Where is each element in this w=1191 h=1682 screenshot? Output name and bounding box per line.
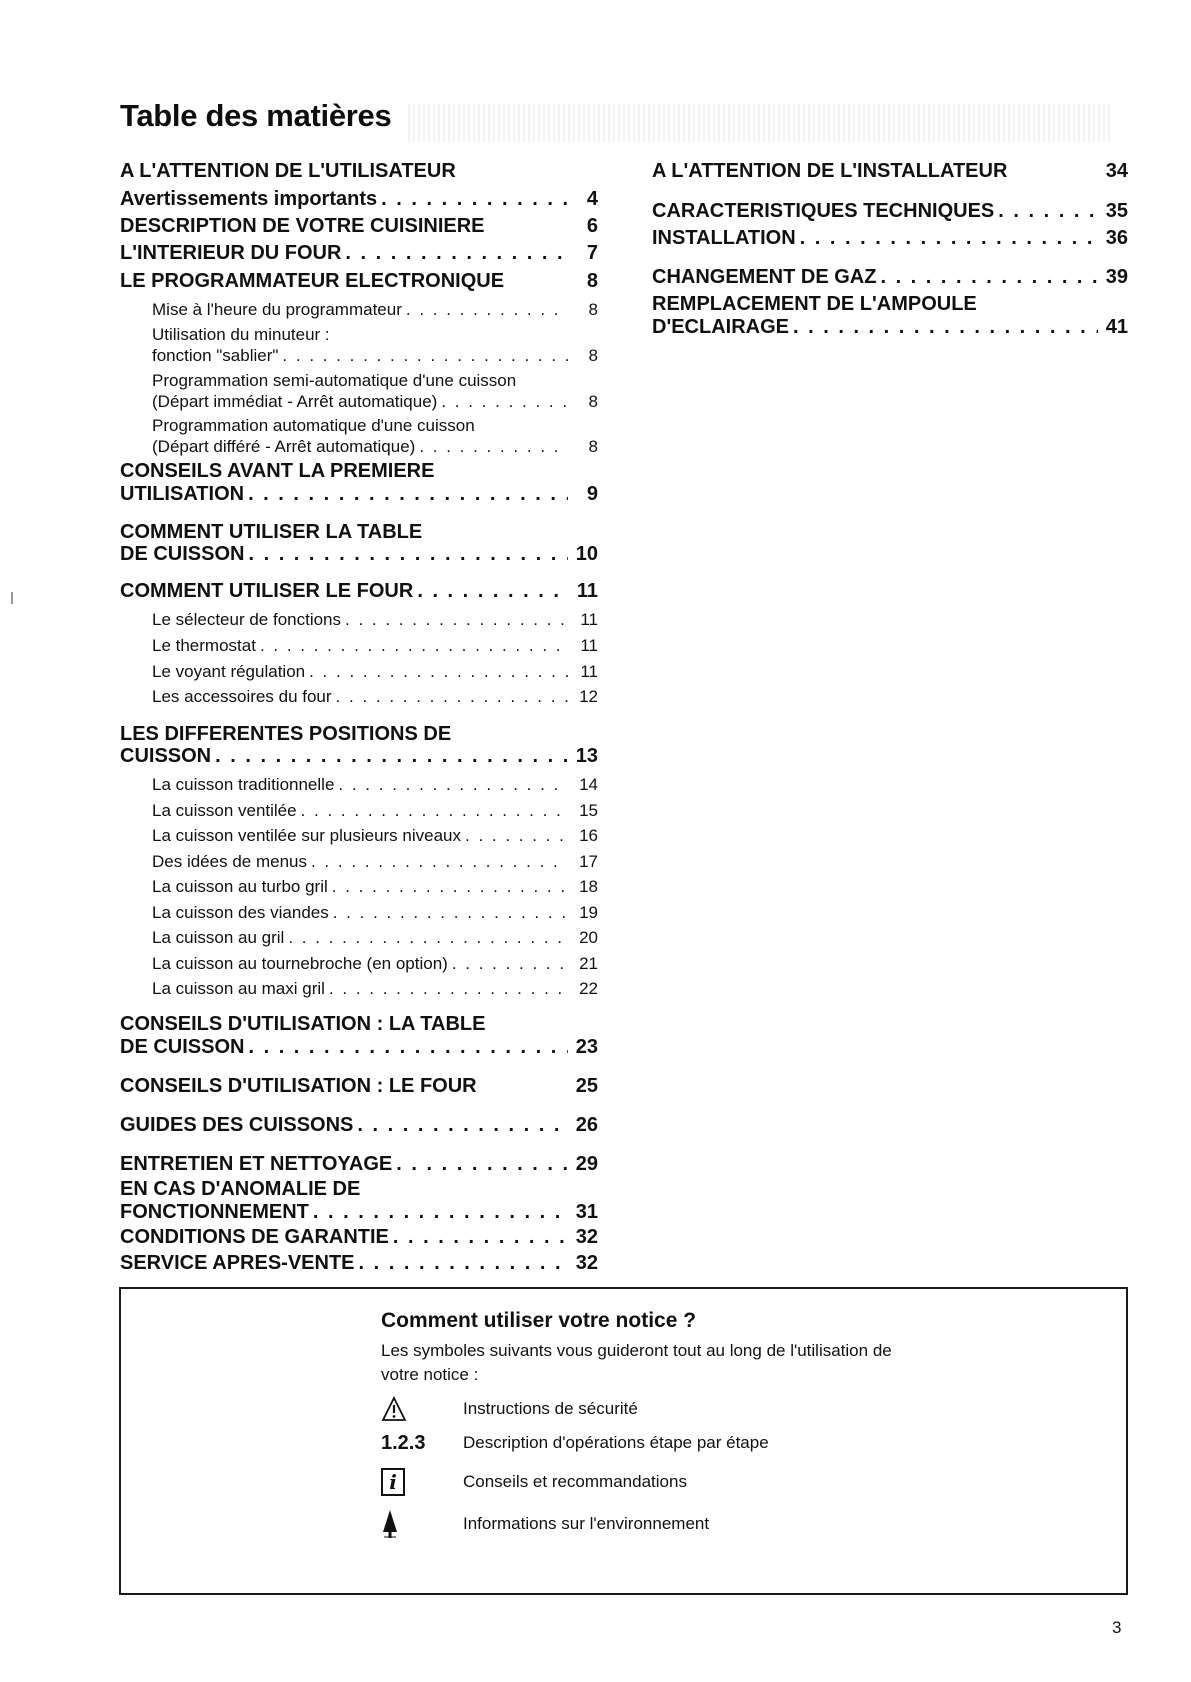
toc-label: (Départ différé - Arrêt automatique) [152, 437, 416, 456]
toc-entry[interactable] [120, 745, 598, 768]
toc-page: 32 [575, 1226, 598, 1248]
toc-subentry[interactable] [152, 392, 598, 412]
toc-page: 15 [579, 801, 598, 820]
toc-entry[interactable] [652, 266, 1128, 289]
toc-heading-line: CONSEILS AVANT LA PREMIERE [120, 460, 435, 482]
toc-page: 4 [586, 188, 598, 210]
toc-subentry[interactable] [152, 300, 598, 320]
toc-label: Mise à l'heure du programmateur [152, 300, 402, 319]
toc-subentry[interactable] [152, 687, 598, 707]
toc-page: 8 [588, 346, 598, 365]
toc-page: 29 [575, 1153, 598, 1175]
toc-leader [301, 801, 568, 821]
toc-subentry[interactable] [152, 775, 598, 795]
toc-subentry[interactable] [152, 877, 598, 897]
toc-page: 21 [579, 954, 598, 973]
toc-leader [359, 1252, 568, 1275]
toc-subentry[interactable] [152, 801, 598, 821]
toc-leader [311, 852, 568, 872]
toc-heading-line: LES DIFFERENTES POSITIONS DE [120, 723, 452, 745]
toc-leader [417, 580, 568, 603]
toc-heading-line: COMMENT UTILISER LA TABLE [120, 521, 423, 543]
toc-leader [441, 392, 568, 412]
title-texture [408, 104, 1113, 142]
toc-label: Le thermostat [152, 636, 256, 655]
symbol-row [381, 1509, 709, 1539]
toc-label: LE PROGRAMMATEUR ELECTRONIQUE [120, 270, 505, 292]
symbol-label: Informations sur l'environnement [463, 1514, 710, 1533]
margin-mark [11, 592, 13, 604]
toc-entry[interactable] [120, 1114, 598, 1137]
toc-page: 41 [1105, 316, 1128, 338]
toc-page: 14 [579, 775, 598, 794]
toc-label: DE CUISSON [120, 1036, 245, 1058]
toc-leader [406, 300, 568, 320]
toc-entry[interactable] [120, 580, 598, 603]
toc-label: La cuisson au turbo gril [152, 877, 328, 896]
toc-entry[interactable] [652, 227, 1128, 250]
toc-subentry[interactable] [152, 437, 598, 457]
toc-label: Avertissements importants [120, 188, 378, 210]
toc-entry[interactable] [120, 543, 598, 566]
toc-subentry[interactable] [152, 826, 598, 846]
toc-label: La cuisson au tournebroche (en option) [152, 954, 448, 973]
toc-entry[interactable] [120, 483, 598, 506]
toc-leader [288, 928, 568, 948]
toc-subentry[interactable] [152, 852, 598, 872]
toc-label: A L'ATTENTION DE L'INSTALLATEUR [652, 160, 1008, 182]
toc-leader [248, 1036, 568, 1059]
toc-entry[interactable] [652, 200, 1128, 223]
symbol-label: Instructions de sécurité [463, 1399, 638, 1418]
toc-entry[interactable] [120, 1153, 598, 1176]
toc-leader [998, 200, 1098, 223]
toc-page: 7 [586, 242, 598, 264]
toc-page: 26 [575, 1114, 598, 1136]
toc-page: 32 [575, 1252, 598, 1274]
toc-label: CONSEILS D'UTILISATION : LE FOUR [120, 1075, 477, 1097]
toc-leader [338, 775, 568, 795]
toc-leader [248, 483, 568, 506]
toc-leader [393, 1226, 568, 1249]
toc-label: CONDITIONS DE GARANTIE [120, 1226, 389, 1248]
toc-label: INSTALLATION [652, 227, 796, 249]
toc-label: SERVICE APRES-VENTE [120, 1252, 355, 1274]
toc-label: fonction "sablier" [152, 346, 279, 365]
toc-page: 20 [579, 928, 598, 947]
toc-leader [357, 1114, 568, 1137]
symbol-row [381, 1428, 769, 1458]
toc-subentry[interactable] [152, 662, 598, 682]
toc-page: 11 [580, 610, 598, 629]
toc-label: D'ECLAIRAGE [652, 316, 789, 338]
toc-label: Les accessoires du four [152, 687, 332, 706]
toc-label: CHANGEMENT DE GAZ [652, 266, 877, 288]
toc-page: 11 [580, 662, 598, 681]
toc-leader [248, 543, 568, 566]
toc-page: 17 [579, 852, 598, 871]
toc-entry[interactable] [120, 1075, 598, 1098]
toc-page: 35 [1105, 200, 1128, 222]
toc-label: La cuisson des viandes [152, 903, 329, 922]
toc-leader [345, 242, 568, 265]
toc-page: 34 [1105, 160, 1128, 182]
toc-label: CARACTERISTIQUES TECHNIQUES [652, 200, 995, 222]
symbol-row [381, 1467, 687, 1497]
toc-page: 36 [1105, 227, 1128, 249]
toc-label: La cuisson ventilée sur plusieurs niveaux [152, 826, 462, 845]
toc-heading-utilisateur: A L'ATTENTION DE L'UTILISATEUR [120, 160, 456, 182]
page-title: Table des matières [120, 98, 392, 133]
toc-page: 11 [576, 580, 598, 602]
toc-entry[interactable] [120, 270, 598, 293]
toc-page: 8 [588, 300, 598, 319]
toc-subentry-line: Programmation semi-automatique d'une cuisson [152, 371, 517, 390]
toc-subentry[interactable] [152, 903, 598, 923]
toc-label: DESCRIPTION DE VOTRE CUISINIERE [120, 215, 485, 237]
toc-page: 23 [575, 1036, 598, 1058]
toc-subentry[interactable] [152, 610, 598, 630]
toc-entry[interactable] [652, 316, 1128, 339]
toc-page: 39 [1105, 266, 1128, 288]
toc-leader [329, 979, 568, 999]
toc-entry[interactable] [120, 1036, 598, 1059]
toc-leader [215, 745, 568, 768]
toc-entry[interactable] [120, 1252, 598, 1275]
toc-label: Le sélecteur de fonctions [152, 610, 342, 629]
toc-label: La cuisson ventilée [152, 801, 297, 820]
toc-page: 31 [575, 1201, 598, 1223]
steps-glyph: 1.2.3 [381, 1431, 426, 1454]
toc-label: COMMENT UTILISER LE FOUR [120, 580, 414, 602]
toc-leader [880, 266, 1098, 289]
toc-label: GUIDES DES CUISSONS [120, 1114, 354, 1136]
toc-page: 6 [586, 215, 598, 237]
toc-leader [336, 687, 568, 707]
toc-leader [465, 826, 568, 846]
symbol-label: Conseils et recommandations [463, 1472, 687, 1491]
page-number: 3 [1112, 1618, 1122, 1637]
toc-leader [345, 610, 568, 630]
toc-leader [313, 1201, 568, 1224]
toc-page: 8 [586, 270, 598, 292]
toc-entry[interactable] [120, 242, 598, 265]
toc-label: La cuisson au maxi gril [152, 979, 325, 998]
toc-page: 18 [579, 877, 598, 896]
toc-leader [332, 877, 568, 897]
toc-subentry-line: Programmation automatique d'une cuisson [152, 416, 475, 435]
toc-page: 11 [580, 636, 598, 655]
toc-leader [260, 636, 568, 656]
toc-entry[interactable] [652, 160, 1128, 183]
toc-page: 16 [579, 826, 598, 845]
toc-subentry[interactable] [152, 979, 598, 999]
tree-icon [381, 1509, 463, 1539]
toc-subentry-line: Utilisation du minuteur : [152, 325, 330, 344]
toc-page: 13 [575, 745, 598, 767]
notice-intro: Les symboles suivants vous guideront tout au long de l'utilisation de votre notice : [381, 1341, 892, 1384]
toc-leader [282, 346, 568, 366]
toc-label: ENTRETIEN ET NETTOYAGE [120, 1153, 393, 1175]
toc-entry[interactable] [120, 1201, 598, 1224]
toc-label: La cuisson traditionnelle [152, 775, 335, 794]
toc-leader [419, 437, 568, 457]
toc-page: 9 [586, 483, 598, 505]
toc-label: La cuisson au gril [152, 928, 285, 947]
toc-page: 8 [588, 392, 598, 411]
toc-label: L'INTERIEUR DU FOUR [120, 242, 342, 264]
notice-title: Comment utiliser votre notice ? [381, 1309, 697, 1332]
symbol-row [381, 1394, 638, 1424]
toc-leader [800, 227, 1098, 250]
symbol-label: Description d'opérations étape par étape [463, 1433, 769, 1452]
toc-page: 22 [579, 979, 598, 998]
toc-subentry[interactable] [152, 346, 598, 366]
toc-label: (Départ immédiat - Arrêt automatique) [152, 392, 438, 411]
toc-subentry[interactable] [152, 954, 598, 974]
toc-page: 8 [588, 437, 598, 456]
toc-entry[interactable] [120, 1226, 598, 1249]
toc-label: Le voyant régulation [152, 662, 306, 681]
toc-subentry[interactable] [152, 636, 598, 656]
toc-label: UTILISATION [120, 483, 245, 505]
toc-label: Des idées de menus [152, 852, 307, 871]
toc-label: FONCTIONNEMENT [120, 1201, 309, 1223]
toc-label: CUISSON [120, 745, 212, 767]
toc-heading-line: CONSEILS D'UTILISATION : LA TABLE [120, 1013, 486, 1035]
warning-triangle-icon [381, 1396, 463, 1422]
toc-leader [309, 662, 568, 682]
toc-page: 10 [575, 543, 598, 565]
toc-subentry[interactable] [152, 928, 598, 948]
toc-page: 25 [575, 1075, 598, 1097]
toc-page: 12 [579, 687, 598, 706]
toc-leader [793, 316, 1098, 339]
toc-heading-line: EN CAS D'ANOMALIE DE [120, 1178, 361, 1200]
info-icon: i [381, 1468, 405, 1496]
notice-box [119, 1287, 1128, 1595]
toc-page: 19 [579, 903, 598, 922]
toc-leader [381, 188, 568, 211]
toc-entry[interactable] [120, 215, 598, 238]
toc-leader [333, 903, 568, 923]
toc-entry[interactable] [120, 188, 598, 211]
toc-heading-line: REMPLACEMENT DE L'AMPOULE [652, 293, 977, 315]
toc-label: DE CUISSON [120, 543, 245, 565]
toc-leader [452, 954, 568, 974]
toc-leader [396, 1153, 568, 1176]
